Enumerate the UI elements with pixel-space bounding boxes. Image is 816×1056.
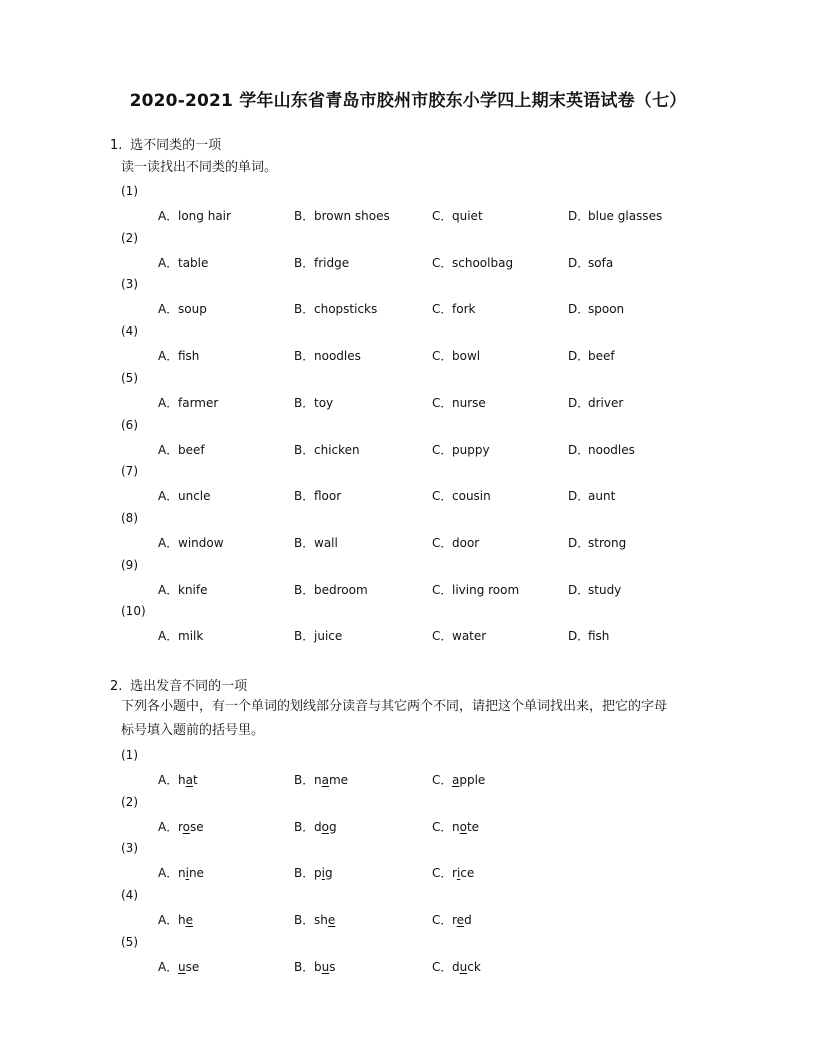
underlined-letter: i bbox=[456, 866, 461, 881]
option-text: bowl bbox=[452, 349, 481, 364]
word-part: ck bbox=[467, 959, 481, 974]
section-title-text: 选出发音不同的一项 bbox=[130, 679, 248, 694]
answer-option[interactable] bbox=[432, 441, 490, 458]
section-number: 1. bbox=[110, 138, 123, 153]
answer-option[interactable] bbox=[432, 394, 486, 411]
option-letter: A． bbox=[158, 582, 179, 597]
instruction-line: 标号填入题前的括号里。 bbox=[121, 723, 265, 738]
option-text: blue glasses bbox=[588, 209, 663, 223]
answer-option[interactable] bbox=[158, 771, 198, 788]
option-letter: B． bbox=[294, 582, 315, 597]
option-text: chicken bbox=[314, 442, 360, 457]
option-letter: D． bbox=[568, 582, 590, 597]
option-letter: B． bbox=[294, 442, 315, 457]
option-text: driver bbox=[588, 395, 624, 410]
answer-option[interactable] bbox=[294, 394, 333, 411]
answer-option[interactable] bbox=[432, 958, 481, 975]
option-word bbox=[178, 866, 204, 880]
question-number: (3) bbox=[121, 841, 138, 856]
word-part: me bbox=[328, 773, 349, 787]
question-number: (8) bbox=[121, 510, 138, 525]
answer-option[interactable] bbox=[158, 864, 204, 881]
option-word bbox=[314, 773, 348, 787]
option-text: fish bbox=[178, 349, 200, 364]
option-word bbox=[452, 866, 474, 880]
word-part: ne bbox=[188, 866, 204, 881]
option-letter: C． bbox=[432, 489, 453, 504]
answer-option[interactable] bbox=[432, 818, 479, 835]
answer-option[interactable] bbox=[294, 581, 368, 598]
answer-option[interactable] bbox=[294, 300, 377, 317]
section-2-title bbox=[110, 675, 247, 694]
answer-option[interactable] bbox=[158, 207, 231, 224]
option-letter: C． bbox=[432, 582, 453, 597]
question-number: (9) bbox=[121, 557, 138, 572]
option-letter: B． bbox=[294, 535, 315, 550]
option-word bbox=[178, 913, 193, 927]
answer-option[interactable] bbox=[568, 441, 635, 458]
answer-option[interactable] bbox=[294, 534, 338, 551]
option-letter: B． bbox=[294, 866, 315, 881]
option-text: long hair bbox=[178, 209, 231, 223]
answer-option[interactable] bbox=[158, 394, 218, 411]
section-2-instruction bbox=[121, 695, 731, 743]
option-text: uncle bbox=[178, 489, 211, 504]
word-part: g bbox=[328, 819, 337, 834]
answer-option[interactable] bbox=[294, 487, 341, 504]
option-letter: C． bbox=[432, 819, 453, 834]
answer-option[interactable] bbox=[294, 347, 361, 364]
option-text: knife bbox=[178, 582, 208, 597]
option-letter: C． bbox=[432, 535, 453, 550]
question-number: (10) bbox=[121, 604, 146, 619]
option-word bbox=[314, 820, 337, 834]
underlined-letter: o bbox=[182, 819, 191, 834]
option-letter: D． bbox=[568, 255, 590, 270]
option-letter: D． bbox=[568, 395, 590, 410]
option-text: door bbox=[452, 535, 480, 550]
option-letter: A． bbox=[158, 442, 179, 457]
word-part: d bbox=[464, 913, 472, 928]
answer-option[interactable] bbox=[568, 534, 626, 551]
question-number: (4) bbox=[121, 888, 138, 903]
option-letter: A． bbox=[158, 302, 179, 317]
option-text: soup bbox=[178, 302, 207, 317]
answer-option[interactable] bbox=[568, 207, 662, 224]
option-letter: B． bbox=[294, 209, 315, 223]
option-letter: A． bbox=[158, 255, 179, 270]
word-part: r bbox=[452, 866, 457, 881]
underlined-letter: e bbox=[456, 913, 465, 928]
answer-option[interactable] bbox=[432, 627, 486, 644]
question-number: (4) bbox=[121, 324, 138, 339]
option-word bbox=[178, 820, 204, 834]
option-letter: B． bbox=[294, 773, 315, 787]
underlined-letter: o bbox=[459, 819, 467, 834]
answer-option[interactable] bbox=[158, 254, 208, 271]
option-letter: A． bbox=[158, 489, 179, 504]
option-text: toy bbox=[314, 395, 334, 410]
answer-option[interactable] bbox=[432, 300, 475, 317]
answer-option[interactable] bbox=[432, 487, 491, 504]
underlined-letter: e bbox=[185, 913, 193, 928]
option-text: puppy bbox=[452, 442, 490, 457]
option-letter: B． bbox=[294, 255, 315, 270]
option-text: beef bbox=[588, 349, 615, 364]
answer-option[interactable] bbox=[158, 911, 193, 928]
section-1-title bbox=[110, 134, 221, 153]
option-word bbox=[452, 773, 485, 787]
option-word bbox=[314, 960, 336, 974]
option-letter: C． bbox=[432, 773, 453, 787]
word-part: te bbox=[466, 819, 480, 834]
option-letter: A． bbox=[158, 395, 179, 410]
option-text: fridge bbox=[314, 255, 350, 270]
underlined-letter: a bbox=[452, 773, 460, 787]
answer-option[interactable] bbox=[158, 818, 204, 835]
option-text: fish bbox=[588, 629, 610, 644]
answer-option[interactable] bbox=[568, 394, 623, 411]
option-text: living room bbox=[452, 582, 520, 597]
option-text: nurse bbox=[452, 395, 486, 410]
option-word bbox=[178, 773, 198, 787]
option-letter: B． bbox=[294, 819, 315, 834]
answer-option[interactable] bbox=[568, 627, 609, 644]
answer-option[interactable] bbox=[432, 581, 519, 598]
option-letter: A． bbox=[158, 209, 179, 223]
option-letter: C． bbox=[432, 629, 453, 644]
answer-option[interactable] bbox=[158, 581, 208, 598]
option-word bbox=[452, 820, 479, 834]
option-letter: A． bbox=[158, 913, 179, 928]
word-part: s bbox=[329, 959, 336, 974]
answer-option[interactable] bbox=[294, 254, 349, 271]
option-letter: C． bbox=[432, 349, 453, 364]
answer-option[interactable] bbox=[158, 627, 203, 644]
question-number: (5) bbox=[121, 370, 138, 385]
option-letter: D． bbox=[568, 349, 590, 364]
option-letter: C． bbox=[432, 913, 453, 928]
option-text: study bbox=[588, 582, 622, 597]
option-text: sofa bbox=[588, 255, 614, 270]
option-letter: C． bbox=[432, 302, 453, 317]
underlined-letter: u bbox=[178, 959, 186, 974]
option-text: noodles bbox=[588, 442, 635, 457]
option-letter: C． bbox=[432, 395, 453, 410]
answer-option[interactable] bbox=[294, 207, 390, 224]
option-text: water bbox=[452, 629, 487, 644]
word-part: se bbox=[190, 819, 204, 834]
option-letter: D． bbox=[568, 535, 590, 550]
option-letter: B． bbox=[294, 629, 315, 644]
answer-option[interactable] bbox=[158, 958, 199, 975]
word-part: d bbox=[314, 819, 322, 834]
word-part: n bbox=[452, 819, 460, 834]
underlined-letter: u bbox=[459, 959, 468, 974]
answer-option[interactable] bbox=[158, 441, 205, 458]
answer-option[interactable] bbox=[294, 958, 336, 975]
underlined-letter: u bbox=[321, 959, 330, 974]
question-number: (6) bbox=[121, 417, 138, 432]
option-text: beef bbox=[178, 442, 205, 457]
word-part: t bbox=[192, 773, 198, 787]
section-title-text: 选不同类的一项 bbox=[130, 138, 222, 153]
question-number: (1) bbox=[121, 748, 138, 762]
option-text: milk bbox=[178, 629, 204, 644]
option-letter: A． bbox=[158, 349, 179, 364]
answer-option[interactable] bbox=[568, 487, 615, 504]
option-text: farmer bbox=[178, 395, 219, 410]
option-word bbox=[314, 913, 335, 927]
answer-option[interactable] bbox=[432, 771, 485, 788]
word-part: r bbox=[178, 819, 183, 834]
option-text: brown shoes bbox=[314, 209, 390, 223]
option-text: strong bbox=[588, 535, 627, 550]
word-part: b bbox=[314, 959, 322, 974]
word-part: h bbox=[178, 913, 186, 928]
option-letter: A． bbox=[158, 629, 179, 644]
option-word bbox=[452, 960, 481, 974]
word-part: se bbox=[185, 959, 200, 974]
option-text: window bbox=[178, 535, 224, 550]
answer-option[interactable] bbox=[158, 347, 199, 364]
option-text: spoon bbox=[588, 302, 625, 317]
option-text: aunt bbox=[588, 489, 616, 504]
option-letter: A． bbox=[158, 773, 179, 787]
option-text: fork bbox=[452, 302, 476, 317]
answer-option[interactable] bbox=[432, 207, 483, 224]
option-letter: C． bbox=[432, 866, 453, 881]
question-number: (2) bbox=[121, 230, 138, 245]
option-letter: C． bbox=[432, 255, 453, 270]
option-letter: D． bbox=[568, 629, 590, 644]
underlined-letter: e bbox=[327, 913, 336, 928]
answer-option[interactable] bbox=[432, 347, 480, 364]
option-letter: B． bbox=[294, 489, 315, 504]
word-part: h bbox=[178, 773, 186, 787]
answer-option[interactable] bbox=[158, 534, 224, 551]
answer-option[interactable] bbox=[158, 487, 211, 504]
option-letter: C． bbox=[432, 959, 453, 974]
option-letter: D． bbox=[568, 489, 590, 504]
question-number: (3) bbox=[121, 277, 138, 292]
answer-option[interactable] bbox=[568, 581, 621, 598]
answer-option[interactable] bbox=[158, 300, 207, 317]
option-text: chopsticks bbox=[314, 302, 378, 317]
underlined-letter: i bbox=[321, 866, 325, 881]
word-part: n bbox=[314, 773, 322, 787]
option-letter: B． bbox=[294, 302, 315, 317]
option-letter: D． bbox=[568, 302, 590, 317]
option-text: table bbox=[178, 255, 209, 270]
option-text: quiet bbox=[452, 209, 483, 223]
page-title: 2020-2021 学年山东省青岛市胶州市胶东小学四上期末英语试卷（七） bbox=[129, 91, 687, 111]
answer-option[interactable] bbox=[568, 254, 613, 271]
option-text: bedroom bbox=[314, 582, 368, 597]
underlined-letter: o bbox=[321, 819, 329, 834]
answer-option[interactable] bbox=[294, 911, 335, 928]
word-part: sh bbox=[314, 913, 328, 928]
answer-option[interactable] bbox=[432, 254, 513, 271]
option-text: floor bbox=[314, 489, 342, 504]
question-number: (7) bbox=[121, 464, 138, 479]
answer-option[interactable] bbox=[568, 347, 615, 364]
option-word bbox=[314, 866, 333, 880]
underlined-letter: a bbox=[185, 773, 193, 787]
option-letter: D． bbox=[568, 442, 590, 457]
answer-option[interactable] bbox=[432, 911, 472, 928]
section-1-instruction: 读一读找出不同类的单词。 bbox=[121, 160, 278, 175]
option-letter: B． bbox=[294, 349, 315, 364]
option-text: wall bbox=[314, 535, 338, 550]
word-part: p bbox=[314, 866, 322, 881]
option-letter: C． bbox=[432, 209, 453, 223]
option-letter: A． bbox=[158, 819, 179, 834]
option-text: noodles bbox=[314, 349, 361, 364]
instruction-line: 下列各小题中，有一个单词的划线部分读音与其它两个不同，请把这个单词找出来，把它的字母 bbox=[121, 699, 668, 714]
word-part: r bbox=[452, 913, 457, 928]
option-letter: D． bbox=[568, 209, 590, 223]
underlined-letter: i bbox=[185, 866, 189, 881]
question-number: (1) bbox=[121, 184, 138, 198]
answer-option[interactable] bbox=[294, 627, 342, 644]
option-letter: C． bbox=[432, 442, 453, 457]
answer-option[interactable] bbox=[294, 771, 348, 788]
option-word bbox=[178, 960, 199, 974]
word-part: n bbox=[178, 866, 186, 881]
answer-option[interactable] bbox=[568, 300, 624, 317]
option-letter: A． bbox=[158, 535, 179, 550]
option-word bbox=[452, 913, 472, 927]
word-part: g bbox=[324, 866, 333, 881]
question-number: (5) bbox=[121, 934, 138, 949]
option-text: schoolbag bbox=[452, 255, 514, 270]
word-part: pple bbox=[459, 773, 486, 787]
answer-option[interactable] bbox=[432, 864, 474, 881]
option-letter: A． bbox=[158, 959, 179, 974]
option-text: juice bbox=[314, 629, 343, 644]
option-letter: B． bbox=[294, 959, 315, 974]
answer-option[interactable] bbox=[294, 818, 337, 835]
answer-option[interactable] bbox=[432, 534, 479, 551]
option-letter: A． bbox=[158, 866, 179, 881]
option-text: cousin bbox=[452, 489, 491, 504]
option-letter: B． bbox=[294, 395, 315, 410]
word-part: d bbox=[452, 959, 460, 974]
section-number: 2. bbox=[110, 679, 123, 694]
question-number: (2) bbox=[121, 794, 138, 809]
word-part: ce bbox=[460, 866, 475, 881]
underlined-letter: a bbox=[321, 773, 329, 787]
option-letter: B． bbox=[294, 913, 315, 928]
answer-option[interactable] bbox=[294, 441, 360, 458]
answer-option[interactable] bbox=[294, 864, 333, 881]
